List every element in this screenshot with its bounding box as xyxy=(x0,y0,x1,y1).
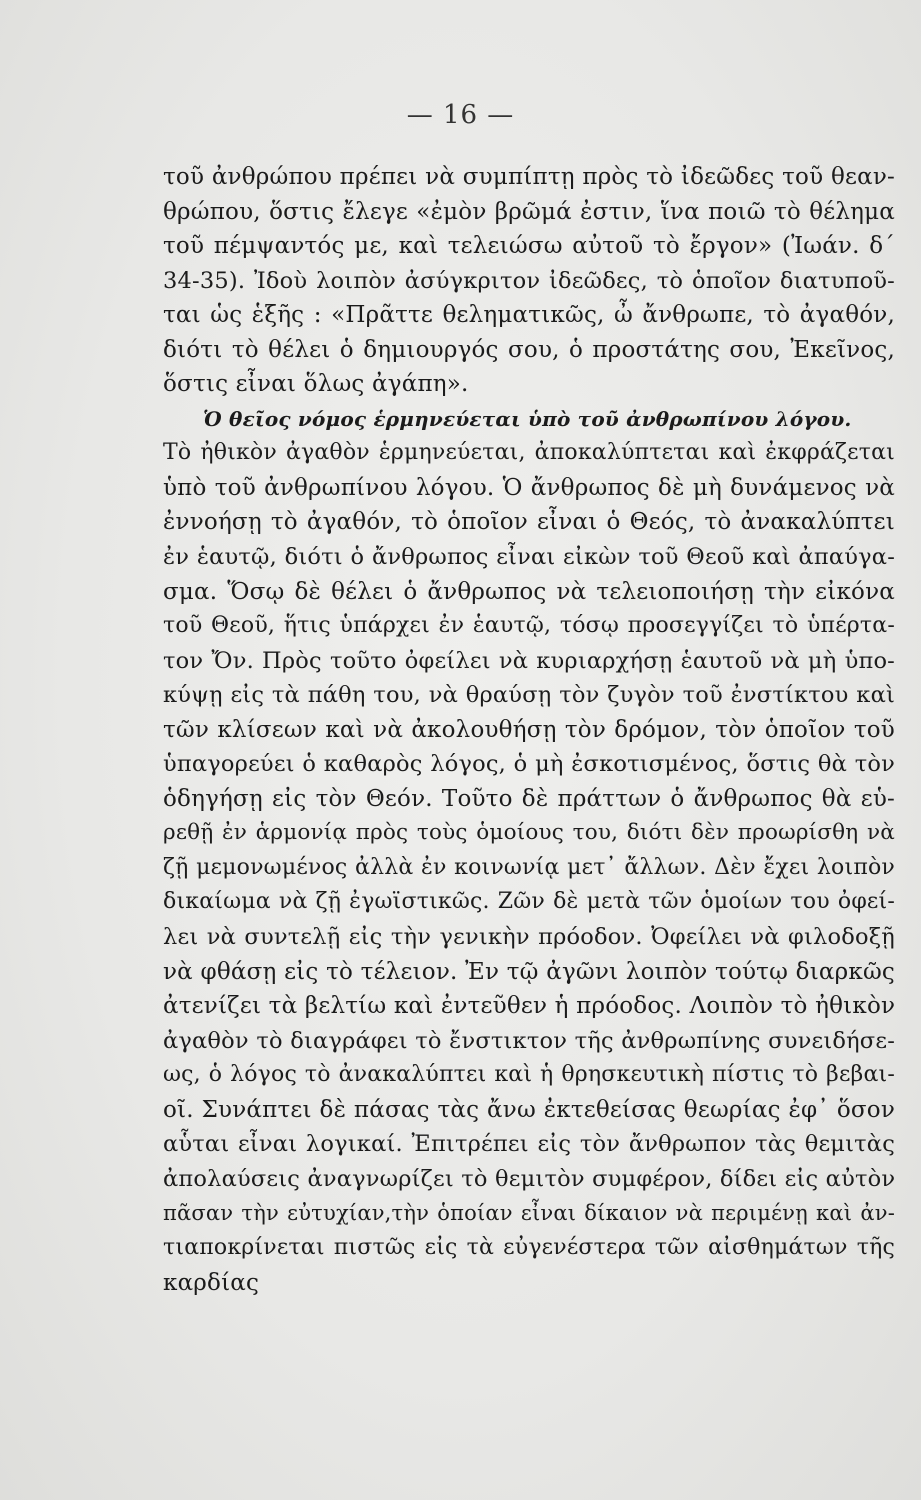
text-line: πᾶσαν τὴν εὐτυχίαν,τὴν ὁποίαν εἶναι δίκαιον νὰ περιμένῃ καὶ ἀν- xyxy=(163,1201,895,1226)
body-text xyxy=(163,160,895,1300)
section-heading: Ὁ θεῖος νόμος ἑρμηνεύεται ὑπὸ τοῦ ἀνθρωπίνου λόγου. xyxy=(203,406,852,431)
text-line: ἀτενίζει τὰ βελτίω καὶ ἐντεῦθεν ἡ πρόοδος. Λοιπὸν τὸ ἠθικὸν xyxy=(163,993,896,1020)
text-line: καρδίας xyxy=(163,1269,260,1296)
text-line: τιαποκρίνεται πιστῶς εἰς τὰ εὐγενέστερα τῶν αἰσθημάτων τῆς xyxy=(163,1234,895,1260)
text-line: ζῇ μεμονωμένος ἀλλὰ ἐν κοινωνίᾳ μετ᾽ ἄλλων. Δὲν ἔχει λοιπὸν xyxy=(163,854,895,880)
text-line: ρεθῇ ἐν ἁρμονίᾳ πρὸς τοὺς ὁμοίους του, διότι δὲν προωρίσθη νὰ xyxy=(163,820,895,846)
text-line: τοῦ πέμψαντός με, καὶ τελειώσω αὐτοῦ τὸ ἔργον» (Ἰωάν. δ΄ xyxy=(163,233,895,260)
text-line: ὑπὸ τοῦ ἀνθρωπίνου λόγου. Ὁ ἄνθρωπος δὲ μὴ δυνάμενος νὰ xyxy=(163,474,895,501)
text-line: ται ὡς ἑξῆς : «Πρᾶττε θεληματικῶς, ὦ ἄνθρωπε, τὸ ἀγαθόν, xyxy=(163,302,895,329)
text-line: ὅστις εἶναι ὅλως ἀγάπη». xyxy=(163,371,469,398)
text-line: τῶν κλίσεων καὶ νὰ ἀκολουθήσῃ τὸν δρόμον, τὸν ὁποῖον τοῦ xyxy=(163,716,895,743)
text-line: θρώπου, ὅστις ἔλεγε «ἐμὸν βρῶμά ἐστιν, ἵνα ποιῶ τὸ θέλημα xyxy=(163,198,895,225)
text-line: ἐννοήσῃ τὸ ἀγαθόν, τὸ ὁποῖον εἶναι ὁ Θεός, τὸ ἀνακαλύπτει xyxy=(163,509,895,536)
text-line: τοῦ Θεοῦ, ἥτις ὑπάρχει ἐν ἑαυτῷ, τόσῳ προσεγγίζει τὸ ὑπέρτα- xyxy=(163,613,895,639)
text-line: νὰ φθάσῃ εἰς τὸ τέλειον. Ἐν τῷ ἀγῶνι λοιπὸν τούτῳ διαρκῶς xyxy=(163,958,895,985)
page-number: — 16 — xyxy=(406,100,515,130)
text-line: οῖ. Συνάπτει δὲ πάσας τὰς ἄνω ἐκτεθείσας θεωρίας ἐφ᾽ ὅσον xyxy=(163,1096,895,1123)
text-line: σμα. Ὅσῳ δὲ θέλει ὁ ἄνθρωπος νὰ τελειοποιήσῃ τὴν εἰκόνα xyxy=(163,578,895,605)
text-line: ἀπολαύσεις ἀναγνωρίζει τὸ θεμιτὸν συμφέρον, δίδει εἰς αὐτὸν xyxy=(163,1165,896,1192)
text-line: αὗται εἶναι λογικαί. Ἐπιτρέπει εἰς τὸν ἄνθρωπον τὰς θεμιτὰς xyxy=(163,1131,895,1158)
text-line: τοῦ ἀνθρώπου πρέπει νὰ συμπίπτῃ πρὸς τὸ ἰδεῶδες τοῦ θεαν- xyxy=(163,164,895,190)
text-line: ὑπαγορεύει ὁ καθαρὸς λόγος, ὁ μὴ ἐσκοτισμένος, ὅστις θὰ τὸν xyxy=(163,751,895,778)
text-line: λει νὰ συντελῇ εἰς τὴν γενικὴν πρόοδον. Ὀφείλει νὰ φιλοδοξῇ xyxy=(163,924,895,951)
text-line: διότι τὸ θέλει ὁ δημιουργός σου, ὁ προστάτης σου, Ἐκεῖνος, xyxy=(163,336,895,363)
text-line: 34-35). Ἰδοὺ λοιπὸν ἀσύγκριτον ἰδεῶδες, τὸ ὁποῖον διατυποῦ- xyxy=(163,267,895,294)
text-line: δικαίωμα νὰ ζῇ ἐγωϊστικῶς. Ζῶν δὲ μετὰ τῶν ὁμοίων του ὀφεί- xyxy=(163,889,895,915)
text-line: τον Ὄν. Πρὸς τοῦτο ὀφείλει νὰ κυριαρχήσῃ ἑαυτοῦ νὰ μὴ ὑπο- xyxy=(163,647,895,674)
text-line: ἀγαθὸν τὸ διαγράφει τὸ ἔνστικτον τῆς ἀνθρωπίνης συνειδήσε- xyxy=(163,1027,895,1054)
text-line: ως, ὁ λόγος τὸ ἀνακαλύπτει καὶ ἡ θρησκευτικὴ πίστις τὸ βεβαι- xyxy=(163,1062,895,1088)
text-line: ἐν ἑαυτῷ, διότι ὁ ἄνθρωπος εἶναι εἰκὼν τοῦ Θεοῦ καὶ ἀπαύγα- xyxy=(163,544,895,571)
text-line: Τὸ ἠθικὸν ἀγαθὸν ἑρμηνεύεται, ἀποκαλύπτεται καὶ ἐκφράζεται xyxy=(163,440,895,466)
text-line: κύψῃ εἰς τὰ πάθη του, νὰ θραύσῃ τὸν ζυγὸν τοῦ ἐνστίκτου καὶ xyxy=(163,682,895,709)
text-line: ὁδηγήσῃ εἰς τὸν Θεόν. Τοῦτο δὲ πράττων ὁ ἄνθρωπος θὰ εὑ- xyxy=(163,785,895,812)
